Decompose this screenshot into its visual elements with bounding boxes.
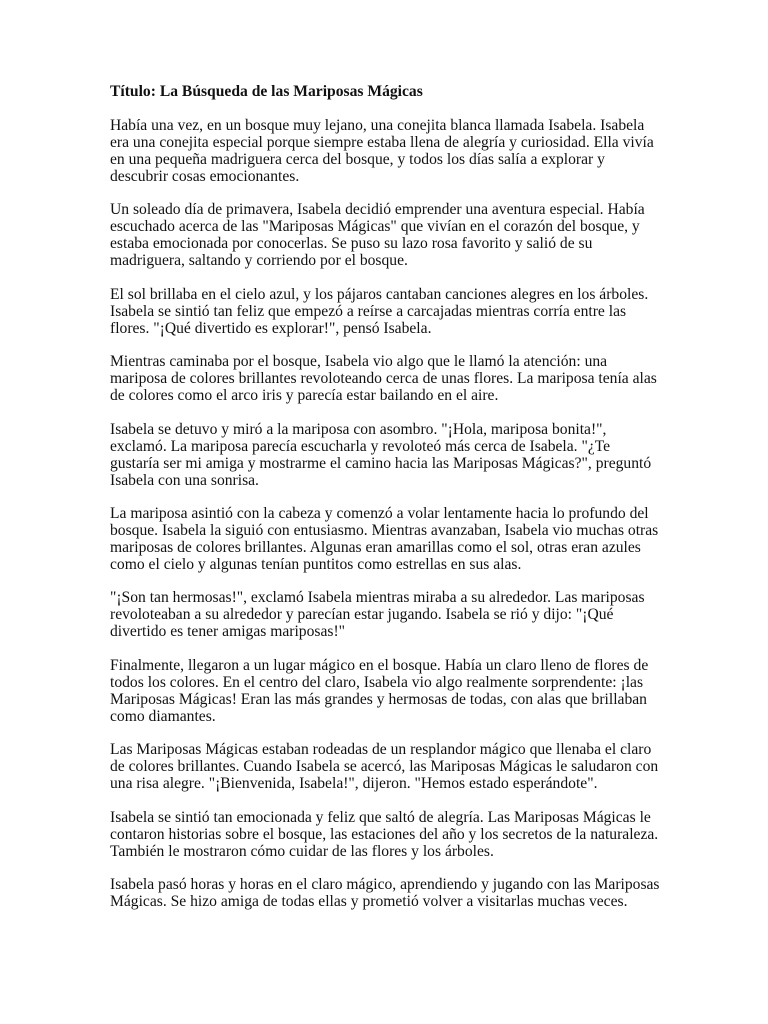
document-title: Título: La Búsqueda de las Mariposas Mágicas [110, 83, 423, 100]
text-line: bosque. Isabela la siguió con entusiasmo. Mientras avanzaban, Isabela vio muchas otras [110, 521, 659, 539]
paragraph [110, 286, 670, 337]
paragraph [110, 353, 670, 404]
text-line: exclamó. La mariposa parecía escucharla y revoloteó más cerca de Isabela. "¿Te [110, 437, 611, 455]
paragraph [110, 876, 670, 910]
text-line: descubrir cosas emocionantes. [110, 168, 300, 185]
text-line: Mientras caminaba por el bosque, Isabela vio algo que le llamó la atención: una [110, 353, 608, 371]
text-line: Las Mariposas Mágicas estaban rodeadas de un resplandor mágico que llenaba el claro [110, 741, 652, 759]
paragraph [110, 117, 670, 185]
text-line: Isabela pasó horas y horas en el claro mágico, aprendiendo y jugando con las Mariposas [110, 875, 660, 893]
paragraph [110, 809, 670, 860]
text-line: madriguera, saltando y corriendo por el bosque. [110, 252, 408, 270]
paragraph [110, 421, 670, 489]
text-line: Isabela se sintió tan emocionada y feliz que saltó de alegría. Las Mariposas Mágicas le [110, 808, 651, 826]
paragraph [110, 201, 670, 269]
paragraph [110, 589, 670, 640]
text-line: divertido es tener amigas mariposas!" [110, 623, 346, 641]
text-line: También le mostraron cómo cuidar de las flores y los árboles. [110, 842, 494, 860]
text-line: todos los colores. En el centro del claro, Isabela vio algo realmente sorprendente: ¡las [110, 673, 644, 691]
text-line: como diamantes. [110, 707, 216, 725]
text-line: Mariposas Mágicas! Eran las más grandes y hermosas de todas, con alas que brillaban [110, 690, 647, 708]
paragraph [110, 741, 670, 792]
text-line: como el cielo y algunas tenían puntitos como estrellas en sus alas. [110, 555, 522, 573]
text-line: gustaría ser mi amiga y mostrarme el camino hacia las Mariposas Mágicas?", preguntó [110, 454, 652, 472]
text-line: revoloteaban a su alrededor y parecían estar jugando. Isabela se rió y dijo: "¡Qué [110, 606, 614, 624]
text-line: "¡Son tan hermosas!", exclamó Isabela mientras miraba a su alrededor. Las mariposas [110, 589, 645, 607]
text-line: La mariposa asintió con la cabeza y comenzó a volar lentamente hacia lo profundo del [110, 504, 649, 522]
text-line: era una conejita especial porque siempre estaba llena de alegría y curiosidad. Ella vivía [110, 134, 654, 151]
text-line: mariposas de colores brillantes. Algunas eran amarillas como el sol, otras eran azules [110, 538, 641, 556]
text-line: una risa alegre. "¡Bienvenida, Isabela!", dijeron. "Hemos estado esperándote". [110, 775, 598, 793]
text-line: en una pequeña madriguera cerca del bosque, y todos los días salía a explorar y [110, 151, 605, 168]
paragraph [110, 657, 670, 725]
text-line: El sol brillaba en el cielo azul, y los pájaros cantaban canciones alegres en los árboles. [110, 285, 649, 303]
text-line: Isabela se detuvo y miró a la mariposa con asombro. "¡Hola, mariposa bonita!", [110, 420, 607, 438]
document-body [110, 117, 670, 910]
text-line: Isabela se sintió tan feliz que empezó a reírse a carcajadas mientras corría entre las [110, 302, 627, 320]
text-line: Finalmente, llegaron a un lugar mágico en el bosque. Había un claro lleno de flores de [110, 656, 649, 674]
text-line: Un soleado día de primavera, Isabela decidió emprender una aventura especial. Había [110, 201, 645, 219]
text-line: Mágicas. Se hizo amiga de todas ellas y prometió volver a visitarlas muchas veces. [110, 892, 628, 910]
text-line: contaron historias sobre el bosque, las estaciones del año y los secretos de la naturaleza. [110, 825, 659, 843]
text-line: de colores como el arco iris y parecía estar bailando en el aire. [110, 387, 499, 405]
text-line: de colores brillantes. Cuando Isabela se acercó, las Mariposas Mágicas le saludaron con [110, 758, 659, 776]
text-line: flores. "¡Qué divertido es explorar!", pensó Isabela. [110, 319, 432, 337]
text-line: escuchado acerca de las "Mariposas Mágicas" que vivían en el corazón del bosque, y [110, 218, 640, 236]
text-line: Había una vez, en un bosque muy lejano, una conejita blanca llamada Isabela. Isabela [110, 117, 645, 134]
text-line: estaba emocionada por conocerlas. Se puso su lazo rosa favorito y salió de su [110, 235, 593, 253]
text-line: mariposa de colores brillantes revoloteando cerca de unas flores. La mariposa tenía alas [110, 370, 657, 388]
text-line: Isabela con una sonrisa. [110, 471, 259, 489]
document-page [110, 83, 670, 926]
paragraph [110, 505, 670, 573]
